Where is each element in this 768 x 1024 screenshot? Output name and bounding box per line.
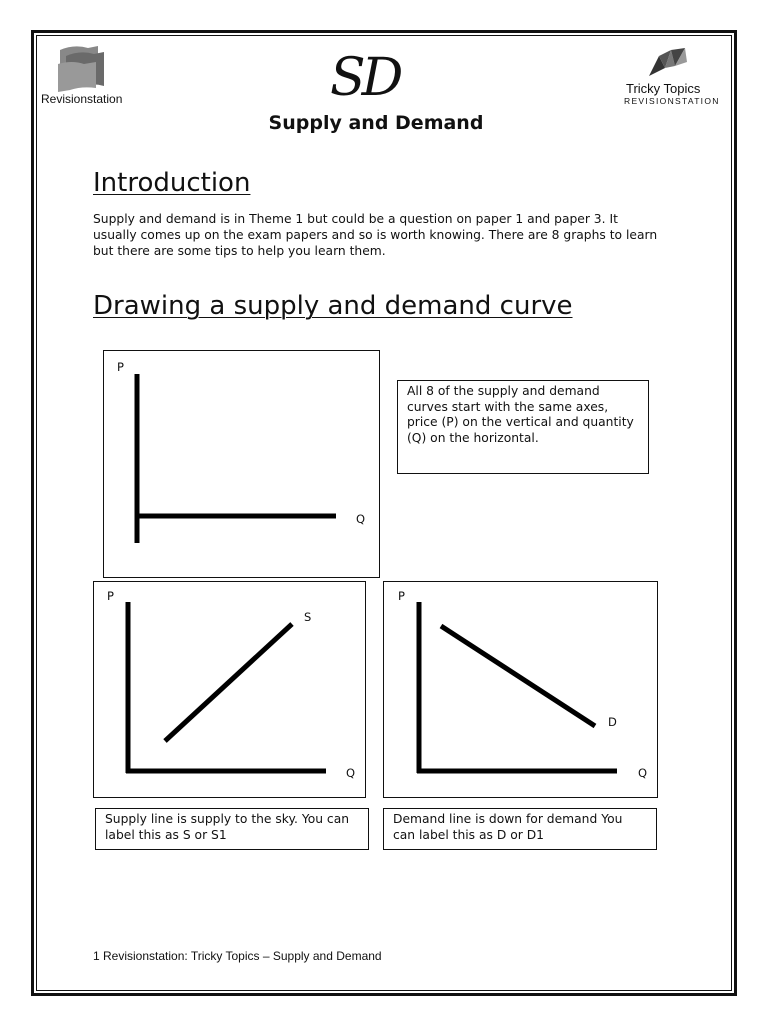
axes-graph-svg bbox=[104, 351, 381, 579]
right-logo-subtitle: REVISIONSTATION bbox=[624, 96, 720, 106]
left-logo-text: Revisionstation bbox=[41, 92, 123, 106]
x-axis-label: Q bbox=[356, 512, 366, 526]
demand-curve bbox=[441, 626, 595, 726]
demand-graph bbox=[383, 581, 658, 798]
right-logo-title: Tricky Topics bbox=[626, 81, 701, 96]
tricky-topics-logo-icon bbox=[645, 46, 689, 80]
demand-note: Demand line is down for demand You can label this as D or D1 bbox=[383, 808, 657, 850]
supply-note: Supply line is supply to the sky. You can label this as S or S1 bbox=[95, 808, 369, 850]
axes-graph bbox=[103, 350, 380, 578]
curve-label: S bbox=[304, 610, 312, 624]
document-title: Supply and Demand bbox=[268, 112, 484, 134]
supply-graph bbox=[93, 581, 366, 798]
y-axis-label: P bbox=[117, 360, 124, 374]
page-footer: 1 Revisionstation: Tricky Topics – Supply and Demand bbox=[93, 949, 382, 963]
intro-paragraph: Supply and demand is in Theme 1 but could be a question on paper 1 and paper 3. It usually comes up on the exam papers and so is worth knowing. There are 8 graphs to learn but there are some tips to help you learn them. bbox=[93, 212, 658, 258]
x-axis-label: Q bbox=[638, 766, 648, 780]
axes-note: All 8 of the supply and demand curves start with the same axes, price (P) on the vertical and quantity (Q) on the horizontal. bbox=[397, 380, 649, 474]
sd-mark: SD bbox=[330, 48, 400, 108]
x-axis-label: Q bbox=[346, 766, 356, 780]
supply-graph-svg bbox=[94, 582, 367, 799]
y-axis-label: P bbox=[107, 589, 114, 603]
supply-curve bbox=[165, 624, 292, 741]
curve-label: D bbox=[608, 715, 617, 729]
drawing-heading: Drawing a supply and demand curve bbox=[93, 291, 573, 321]
intro-heading: Introduction bbox=[93, 168, 251, 198]
y-axis-label: P bbox=[398, 589, 405, 603]
demand-graph-svg bbox=[384, 582, 659, 799]
